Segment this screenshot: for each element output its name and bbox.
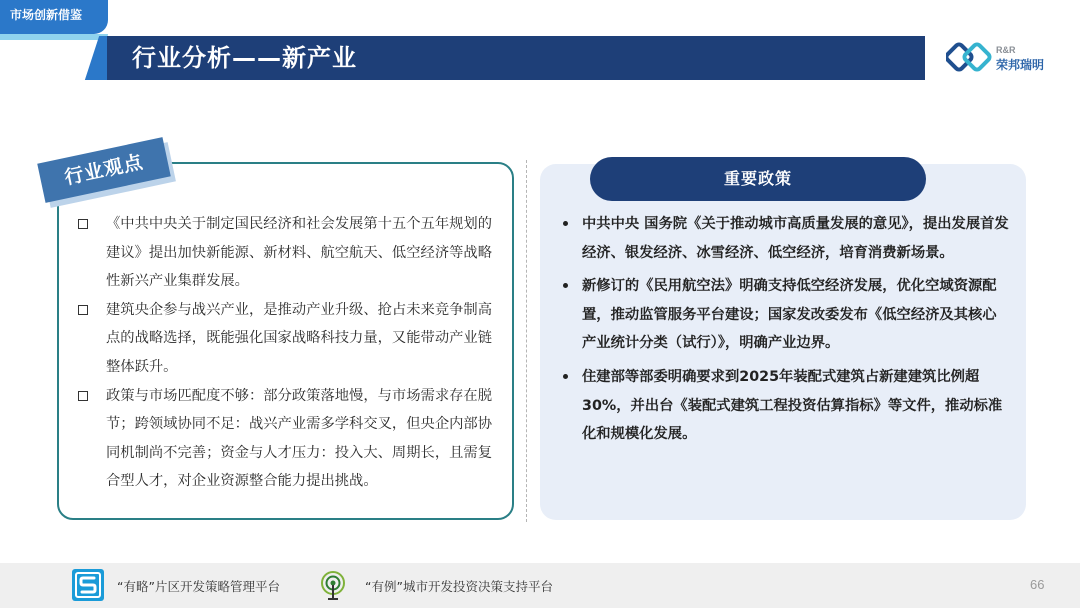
- company-logo: [946, 42, 1066, 76]
- platform-link-youli[interactable]: “有例”城市开发投资决策支持平台: [365, 579, 553, 594]
- industry-view-list: [78, 210, 502, 496]
- logo-name: 荣邦瑞明: [996, 58, 1045, 72]
- page-title: 行业分析——新产业: [132, 44, 357, 72]
- logo-mark-icon: [946, 42, 992, 72]
- list-item: [560, 272, 1010, 358]
- policy-list: [560, 210, 1010, 454]
- panel-divider: [526, 160, 527, 522]
- square-bullet-icon: [78, 219, 88, 229]
- list-item: [78, 210, 502, 296]
- logo-top-text: R&R: [996, 45, 1016, 55]
- list-item: [560, 210, 1010, 267]
- square-bullet-icon: [78, 305, 88, 315]
- list-item: [78, 382, 502, 496]
- dot-bullet-icon: [563, 221, 568, 226]
- industry-view-tag-label: 行业观点: [37, 137, 171, 203]
- section-tag: 市场创新借鉴: [0, 0, 108, 34]
- policy-tab: 重要政策: [590, 157, 926, 201]
- list-item-text: 《中共中央关于制定国民经济和社会发展第十五个五年规划的建议》提出加快新能源、新材料、航空航天、低空经济等战略性新兴产业集群发展。: [106, 216, 493, 290]
- list-item-text: 住建部等部委明确要求到2025年装配式建筑占新建建筑比例超30%，并出台《装配式建筑工程投资估算指标》等文件，推动标准化和规模化发展。: [582, 368, 1003, 443]
- dot-bullet-icon: [563, 374, 568, 379]
- list-item-text: 建筑央企参与战兴产业，是推动产业升级、抢占未来竞争制高点的战略选择，既能强化国家战略科技力量，又能带动产业链整体跃升。: [106, 301, 493, 375]
- list-item-text: 政策与市场匹配度不够：部分政策落地慢，与市场需求存在脱节；跨领域协同不足：战兴产业需多学科交叉，但央企内部协同机制尚不完善；资金与人才压力：投入大、周期长，且需复合型人才，对企业资源整合能力提出挑战。: [106, 387, 493, 490]
- list-item-text: 中共中央 国务院《关于推动城市高质量发展的意见》，提出发展首发经济、银发经济、冰雪经济、低空经济，培育消费新场景。: [582, 216, 1009, 261]
- list-item: [78, 296, 502, 382]
- youli-platform-icon: [316, 568, 350, 602]
- list-item: [560, 363, 1010, 449]
- page-number: 66: [1030, 577, 1045, 592]
- square-bullet-icon: [78, 391, 88, 401]
- platform-link-youlve[interactable]: “有略”片区开发策略管理平台: [117, 579, 280, 594]
- dot-bullet-icon: [563, 283, 568, 288]
- youlve-platform-icon: [72, 569, 104, 601]
- list-item-text: 新修订的《民用航空法》明确支持低空经济发展，优化空域资源配置，推动监管服务平台建设；国家发改委发布《低空经济及其核心产业统计分类（试行）》，明确产业边界。: [582, 278, 997, 352]
